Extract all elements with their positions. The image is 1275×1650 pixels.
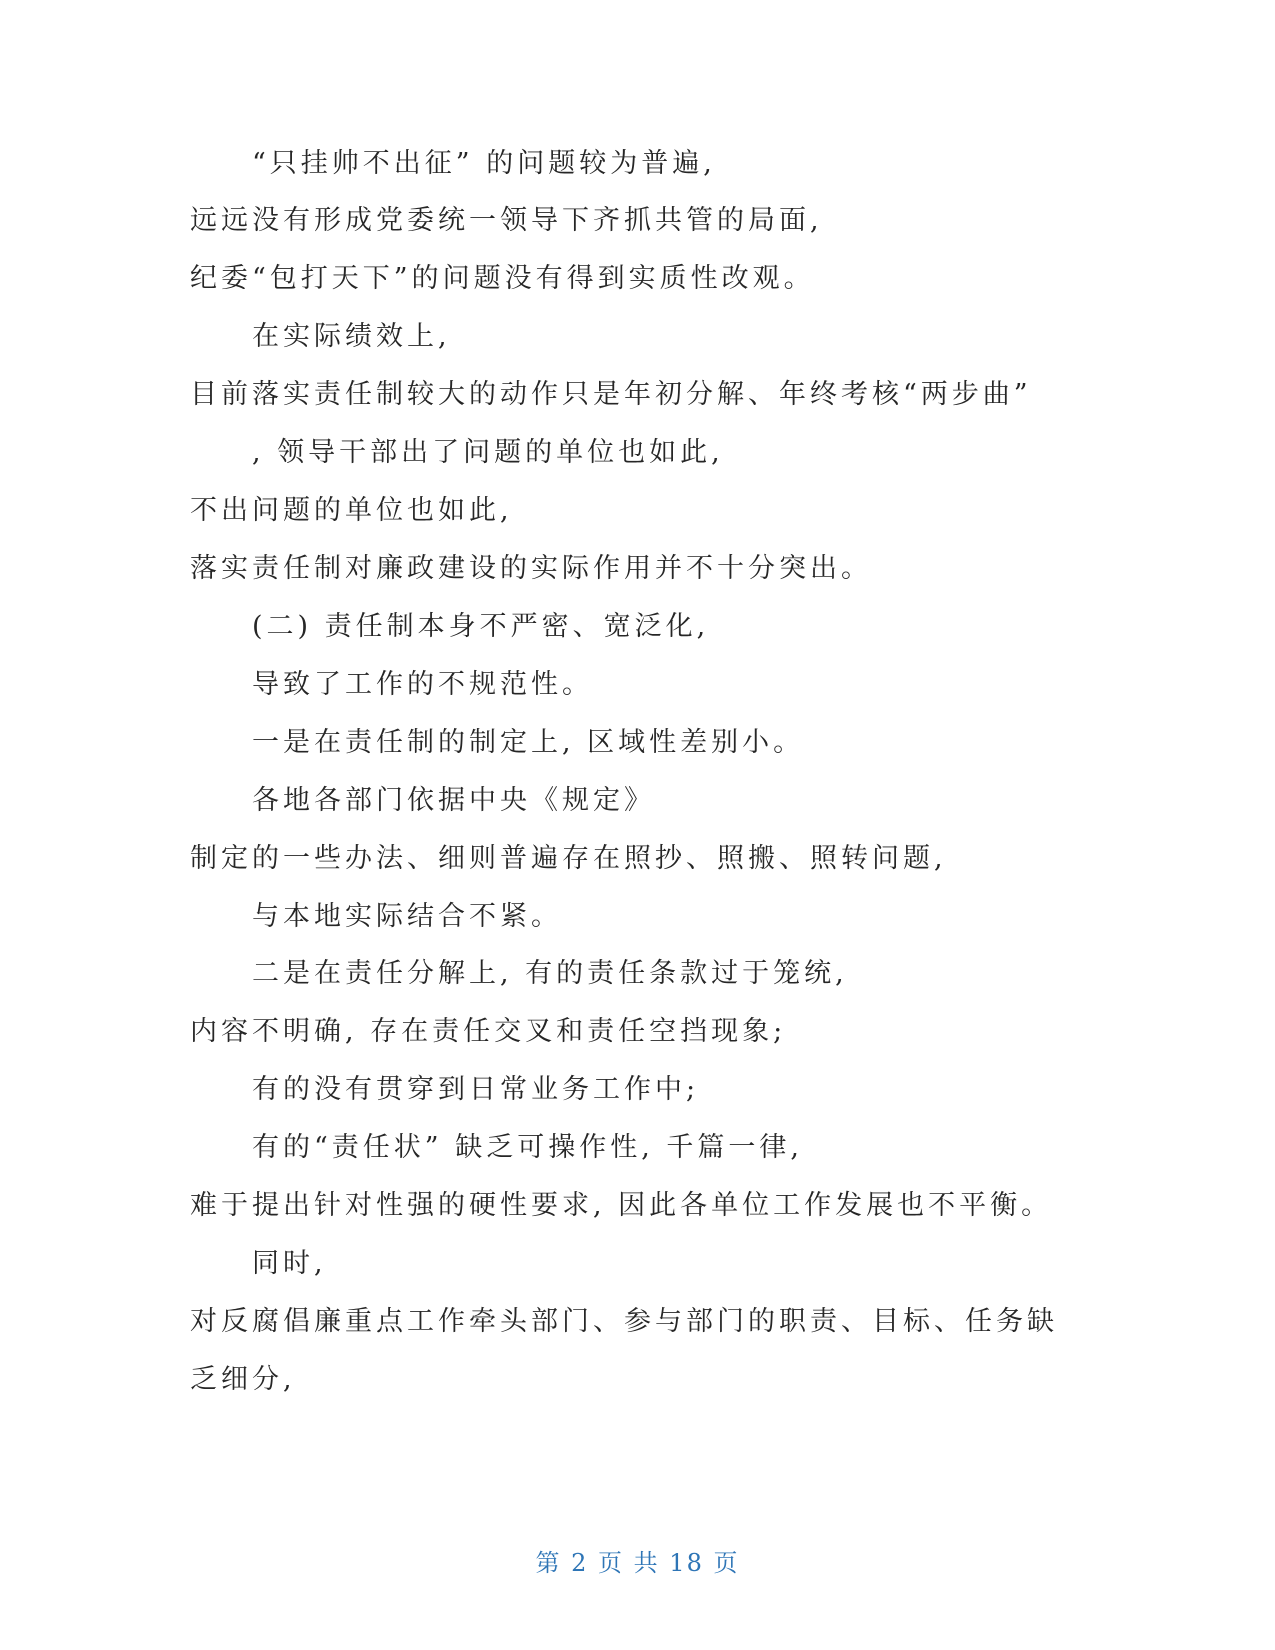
- text-line: 在实际绩效上,: [252, 321, 451, 352]
- text-line: 导致了工作的不规范性。: [252, 669, 593, 700]
- page-number-footer: 第 2 页 共 18 页: [535, 1549, 740, 1577]
- text-line: , 领导干部出了问题的单位也如此,: [252, 437, 724, 468]
- text-line: 难于提出针对性强的硬性要求, 因此各单位工作发展也不平衡。: [190, 1190, 1053, 1221]
- text-line: 一是在责任制的制定上, 区域性差别小。: [252, 727, 805, 758]
- text-line: 有的“责任状” 缺乏可操作性, 千篇一律,: [252, 1132, 803, 1163]
- text-line: 乏细分,: [190, 1364, 296, 1395]
- text-line: 纪委“包打天下”的问题没有得到实质性改观。: [190, 263, 815, 294]
- text-line: “只挂帅不出征” 的问题较为普遍,: [252, 148, 716, 179]
- text-line: 各地各部门依据中央《规定》: [252, 785, 655, 816]
- text-line: 同时,: [252, 1248, 327, 1279]
- text-line: 内容不明确, 存在责任交叉和责任空挡现象;: [190, 1016, 787, 1047]
- text-line: (二) 责任制本身不严密、宽泛化,: [252, 611, 710, 642]
- text-line: 有的没有贯穿到日常业务工作中;: [252, 1074, 700, 1105]
- text-line: 与本地实际结合不紧。: [252, 901, 562, 932]
- text-line: 目前落实责任制较大的动作只是年初分解、年终考核“两步曲”: [190, 379, 1032, 410]
- text-line: 落实责任制对廉政建设的实际作用并不十分突出。: [190, 553, 872, 584]
- text-line: 对反腐倡廉重点工作牵头部门、参与部门的职责、目标、任务缺: [190, 1306, 1058, 1337]
- text-line: 制定的一些办法、细则普遍存在照抄、照搬、照转问题,: [190, 843, 947, 874]
- text-line: 二是在责任分解上, 有的责任条款过于笼统,: [252, 958, 848, 989]
- text-line: 远远没有形成党委统一领导下齐抓共管的局面,: [190, 205, 823, 236]
- text-line: 不出问题的单位也如此,: [190, 495, 513, 526]
